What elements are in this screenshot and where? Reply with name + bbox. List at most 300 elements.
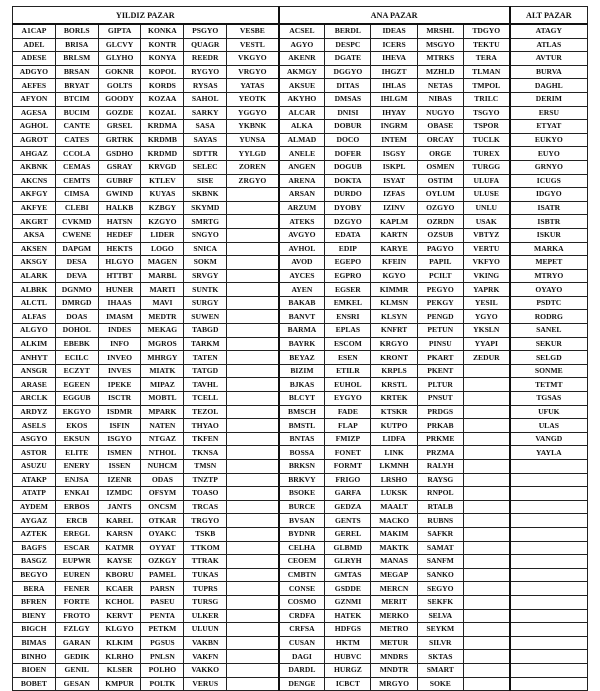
ticker-cell: ULUUN xyxy=(184,623,227,637)
ticker-cell xyxy=(463,541,509,555)
table-row xyxy=(13,405,588,419)
ticker-cell: SEGYO xyxy=(417,582,463,596)
ticker-cell: GLRYH xyxy=(325,555,371,569)
ticker-cell: EREGL xyxy=(55,527,98,541)
ticker-cell: THYAO xyxy=(184,419,227,433)
ticker-cell: DOKTA xyxy=(325,174,371,188)
ticker-cell: KLSER xyxy=(98,663,141,677)
ticker-cell xyxy=(463,364,509,378)
ticker-cell: TATEN xyxy=(184,351,227,365)
group-header-row xyxy=(13,7,588,25)
ticker-cell: EGGUB xyxy=(55,392,98,406)
ticker-cell: ARZUM xyxy=(279,201,325,215)
table-row xyxy=(13,514,588,528)
ticker-cell: BOSSA xyxy=(279,446,325,460)
ticker-cell: AKYHO xyxy=(279,92,325,106)
ticker-cell: DNISI xyxy=(325,106,371,120)
ticker-cell: RNPOL xyxy=(417,487,463,501)
ticker-cell: ISGSY xyxy=(371,147,417,161)
ticker-cell: EUKYO xyxy=(510,133,588,147)
ticker-cell: NATEN xyxy=(141,419,184,433)
ticker-cell: MEKAG xyxy=(141,324,184,338)
ticker-cell: CCOLA xyxy=(55,147,98,161)
ticker-cell: GOKNR xyxy=(98,65,141,79)
ticker-cell: GUBRF xyxy=(98,174,141,188)
ticker-cell: EKGYO xyxy=(55,405,98,419)
ticker-cell: KZGYO xyxy=(141,215,184,229)
ticker-cell: VESTL xyxy=(227,38,279,52)
ticker-cell: SAYAS xyxy=(184,133,227,147)
ticker-cell xyxy=(463,460,509,474)
ticker-cell: PSGYO xyxy=(184,24,227,38)
ticker-cell: GLCVY xyxy=(98,38,141,52)
ticker-cell: PRZMA xyxy=(417,446,463,460)
ticker-cell: ENJSA xyxy=(55,473,98,487)
ticker-cell: RYSAS xyxy=(184,79,227,93)
ticker-cell: PGSUS xyxy=(141,636,184,650)
ticker-cell xyxy=(227,582,279,596)
ticker-cell: SUWEN xyxy=(184,310,227,324)
ticker-cell: DOAS xyxy=(55,310,98,324)
ticker-cell: KONTR xyxy=(141,38,184,52)
ticker-cell: CEMAS xyxy=(55,160,98,174)
ticker-cell: AKFYE xyxy=(13,201,56,215)
ticker-cell: IHGZT xyxy=(371,65,417,79)
ticker-cell: CLEBI xyxy=(55,201,98,215)
ticker-cell: KORDS xyxy=(141,79,184,93)
ticker-cell: AKGRT xyxy=(13,215,56,229)
table-row xyxy=(13,228,588,242)
ticker-cell xyxy=(463,514,509,528)
ticker-cell: KLMSN xyxy=(371,296,417,310)
ticker-cell xyxy=(227,555,279,569)
ticker-cell: UFUK xyxy=(510,405,588,419)
ticker-cell: COSMO xyxy=(279,595,325,609)
ticker-cell: ATAGY xyxy=(510,24,588,38)
ticker-cell: TOASO xyxy=(184,487,227,501)
ticker-cell: TNZTP xyxy=(184,473,227,487)
ticker-cell: KATMR xyxy=(98,541,141,555)
ticker-cell: SMART xyxy=(417,663,463,677)
group-header-yildiz-pazar: YILDIZ PAZAR xyxy=(13,7,279,25)
ticker-cell: BRISA xyxy=(55,38,98,52)
group-header-ana-pazar: ANA PAZAR xyxy=(279,7,510,25)
ticker-cell: BMSCH xyxy=(279,405,325,419)
table-row xyxy=(13,283,588,297)
ticker-cell: IHEVA xyxy=(371,52,417,66)
ticker-cell: BNTAS xyxy=(279,432,325,446)
ticker-cell: INGRM xyxy=(371,120,417,134)
ticker-cell: RUBNS xyxy=(417,514,463,528)
ticker-cell: PETUN xyxy=(417,324,463,338)
ticker-cell xyxy=(227,337,279,351)
ticker-cell: IZFAS xyxy=(371,188,417,202)
ticker-cell xyxy=(227,650,279,664)
table-row xyxy=(13,677,588,691)
ticker-cell: PASEU xyxy=(141,595,184,609)
ticker-cell: PEGYO xyxy=(417,283,463,297)
ticker-cell: ESCAR xyxy=(55,541,98,555)
ticker-cell: ACSEL xyxy=(279,24,325,38)
ticker-cell: BIZIM xyxy=(279,364,325,378)
ticker-cell xyxy=(510,623,588,637)
table-row xyxy=(13,38,588,52)
ticker-cell: GLYHO xyxy=(98,52,141,66)
ticker-cell: GENTS xyxy=(325,514,371,528)
ticker-cell: BIGCH xyxy=(13,623,56,637)
ticker-cell: BARMA xyxy=(279,324,325,338)
table-row xyxy=(13,473,588,487)
ticker-cell: INTEM xyxy=(371,133,417,147)
ticker-cell: SANKO xyxy=(417,568,463,582)
ticker-cell: HUBVC xyxy=(325,650,371,664)
ticker-cell: KMPUR xyxy=(98,677,141,691)
ticker-cell: BEYAZ xyxy=(279,351,325,365)
ticker-cell: GRNYO xyxy=(510,160,588,174)
ticker-cell: AYCES xyxy=(279,269,325,283)
ticker-cell: YKSLN xyxy=(463,324,509,338)
ticker-cell: DMSAS xyxy=(325,92,371,106)
ticker-cell: CONSE xyxy=(279,582,325,596)
ticker-cell: EUREN xyxy=(55,568,98,582)
ticker-cell: AVTUR xyxy=(510,52,588,66)
ticker-cell: CANTE xyxy=(55,120,98,134)
ticker-cell: ORGE xyxy=(417,147,463,161)
ticker-cell: SAFKR xyxy=(417,527,463,541)
ticker-cell: HUNER xyxy=(98,283,141,297)
ticker-cell: KUTPO xyxy=(371,419,417,433)
ticker-cell: TAVHL xyxy=(184,378,227,392)
ticker-cell: SEYKM xyxy=(417,623,463,637)
ticker-cell: A1CAP xyxy=(13,24,56,38)
ticker-cell: CVKMD xyxy=(55,215,98,229)
ticker-cell: GZNMI xyxy=(325,595,371,609)
ticker-cell: IZMDC xyxy=(98,487,141,501)
ticker-cell: ARASE xyxy=(13,378,56,392)
ticker-cell xyxy=(227,256,279,270)
ticker-cell: SRVGY xyxy=(184,269,227,283)
ticker-cell xyxy=(463,500,509,514)
ticker-cell xyxy=(227,460,279,474)
ticker-cell: CELHA xyxy=(279,541,325,555)
ticker-cell: SOKM xyxy=(184,256,227,270)
ticker-cell: MARTI xyxy=(141,283,184,297)
ticker-cell xyxy=(463,609,509,623)
ticker-cell: ULKER xyxy=(184,609,227,623)
ticker-cell: PAGYO xyxy=(417,242,463,256)
ticker-cell: IHAAS xyxy=(98,296,141,310)
ticker-cell: PINSU xyxy=(417,337,463,351)
ticker-cell: PKENT xyxy=(417,364,463,378)
table-row xyxy=(13,133,588,147)
ticker-cell: TRCAS xyxy=(184,500,227,514)
ticker-cell: ISKUR xyxy=(510,228,588,242)
ticker-cell: ATLAS xyxy=(510,38,588,52)
ticker-cell: LIDER xyxy=(141,228,184,242)
ticker-cell: KCHOL xyxy=(98,595,141,609)
ticker-cell: SAHOL xyxy=(184,92,227,106)
ticker-cell: OSMEN xyxy=(417,160,463,174)
ticker-cell: EGEEN xyxy=(55,378,98,392)
ticker-cell: ECILC xyxy=(55,351,98,365)
ticker-cell: PAMEL xyxy=(141,568,184,582)
ticker-cell: DGGYO xyxy=(325,65,371,79)
table-row xyxy=(13,609,588,623)
ticker-cell: CMBTN xyxy=(279,568,325,582)
ticker-cell: AKMGY xyxy=(279,65,325,79)
ticker-cell xyxy=(510,568,588,582)
ticker-cell: GSDDE xyxy=(325,582,371,596)
table-row xyxy=(13,663,588,677)
ticker-cell: ALFAS xyxy=(13,310,56,324)
ticker-cell: KBORU xyxy=(98,568,141,582)
ticker-cell: YATAS xyxy=(227,79,279,93)
ticker-cell: ARCLK xyxy=(13,392,56,406)
ticker-cell xyxy=(227,473,279,487)
ticker-cell: MOBTL xyxy=(141,392,184,406)
ticker-cell: ECZYT xyxy=(55,364,98,378)
ticker-cell: SELGD xyxy=(510,351,588,365)
ticker-cell: KARTN xyxy=(371,228,417,242)
ticker-cell: ISSEN xyxy=(98,460,141,474)
ticker-cell: QUAGR xyxy=(184,38,227,52)
ticker-cell xyxy=(227,364,279,378)
ticker-cell xyxy=(463,677,509,691)
table-row xyxy=(13,337,588,351)
ticker-cell: KRGYO xyxy=(371,337,417,351)
ticker-cell xyxy=(227,609,279,623)
ticker-cell: SANEL xyxy=(510,324,588,338)
ticker-cell: CRDFA xyxy=(279,609,325,623)
ticker-cell: PCILT xyxy=(417,269,463,283)
ticker-cell: DEVA xyxy=(55,269,98,283)
ticker-cell: PRKAB xyxy=(417,419,463,433)
ticker-cell: AKSUE xyxy=(279,79,325,93)
ticker-cell: ICBCT xyxy=(325,677,371,691)
ticker-cell: ALARK xyxy=(13,269,56,283)
ticker-cell: MIATK xyxy=(141,364,184,378)
ticker-cell: NUGYO xyxy=(417,106,463,120)
ticker-cell: IDEAS xyxy=(371,24,417,38)
ticker-cell: PRKME xyxy=(417,432,463,446)
ticker-cell: USAK xyxy=(463,215,509,229)
ticker-cell: GOZDE xyxy=(98,106,141,120)
ticker-cell: YKBNK xyxy=(227,120,279,134)
ticker-cell: OZSUB xyxy=(417,228,463,242)
ticker-cell: LIDFA xyxy=(371,432,417,446)
ticker-cell: TDGYO xyxy=(463,24,509,38)
ticker-cell: IZINV xyxy=(371,201,417,215)
ticker-cell: VESBE xyxy=(227,24,279,38)
ticker-cell: REEDR xyxy=(184,52,227,66)
ticker-cell: MAKIM xyxy=(371,527,417,541)
ticker-cell: ASELS xyxy=(13,419,56,433)
ticker-cell: EBEBK xyxy=(55,337,98,351)
ticker-cell: ETYAT xyxy=(510,120,588,134)
ticker-cell xyxy=(463,595,509,609)
ticker-cell: AGESA xyxy=(13,106,56,120)
ticker-cell xyxy=(463,582,509,596)
ticker-cell: GENIL xyxy=(55,663,98,677)
ticker-cell: KLRHO xyxy=(98,650,141,664)
ticker-cell: BERA xyxy=(13,582,56,596)
ticker-cell xyxy=(463,650,509,664)
ticker-cell: SKYMD xyxy=(184,201,227,215)
ticker-cell: DYOBY xyxy=(325,201,371,215)
ticker-cell: KRDMB xyxy=(141,133,184,147)
table-row xyxy=(13,636,588,650)
ticker-cell: YGYO xyxy=(463,310,509,324)
ticker-cell: GWIND xyxy=(98,188,141,202)
ticker-cell: HALKB xyxy=(98,201,141,215)
ticker-cell xyxy=(227,392,279,406)
ticker-cell xyxy=(227,677,279,691)
ticker-cell: LINK xyxy=(371,446,417,460)
ticker-cell: ONCSM xyxy=(141,500,184,514)
ticker-cell: MRSHL xyxy=(417,24,463,38)
ticker-cell: PKART xyxy=(417,351,463,365)
table-row xyxy=(13,92,588,106)
ticker-cell: RALYH xyxy=(417,460,463,474)
ticker-cell: ULUFA xyxy=(463,174,509,188)
ticker-cell: VERUS xyxy=(184,677,227,691)
ticker-cell: BASGZ xyxy=(13,555,56,569)
ticker-cell: KARSN xyxy=(98,527,141,541)
ticker-cell: NUHCM xyxy=(141,460,184,474)
ticker-cell: MAVI xyxy=(141,296,184,310)
ticker-cell: EMKEL xyxy=(325,296,371,310)
table-row xyxy=(13,120,588,134)
ticker-cell: TEKTU xyxy=(463,38,509,52)
ticker-cell xyxy=(510,460,588,474)
ticker-cell: CEOEM xyxy=(279,555,325,569)
table-row xyxy=(13,527,588,541)
table-row xyxy=(13,378,588,392)
ticker-cell: TURSG xyxy=(184,595,227,609)
table-row xyxy=(13,364,588,378)
ticker-cell: MARBL xyxy=(141,269,184,283)
ticker-cell: AKENR xyxy=(279,52,325,66)
ticker-cell xyxy=(227,419,279,433)
ticker-cell: MERKO xyxy=(371,609,417,623)
ticker-cell: DAPGM xyxy=(55,242,98,256)
ticker-cell: KONYA xyxy=(141,52,184,66)
ticker-cell: JANTS xyxy=(98,500,141,514)
ticker-cell: AFYON xyxy=(13,92,56,106)
ticker-cell: AYDEM xyxy=(13,500,56,514)
ticker-cell: EUPWR xyxy=(55,555,98,569)
table-row xyxy=(13,500,588,514)
ticker-cell: DITAS xyxy=(325,79,371,93)
ticker-cell xyxy=(463,555,509,569)
ticker-cell xyxy=(510,636,588,650)
ticker-cell: TEZOL xyxy=(184,405,227,419)
ticker-cell xyxy=(463,392,509,406)
ticker-cell: SOKE xyxy=(417,677,463,691)
table-body xyxy=(13,24,588,691)
ticker-cell: OZRDN xyxy=(417,215,463,229)
ticker-cell: VAKFN xyxy=(184,650,227,664)
ticker-cell: GRSEL xyxy=(98,120,141,134)
ticker-cell: LRSHO xyxy=(371,473,417,487)
table-row xyxy=(13,269,588,283)
table-row xyxy=(13,310,588,324)
ticker-cell: GARFA xyxy=(325,487,371,501)
ticker-cell: MZHLD xyxy=(417,65,463,79)
ticker-cell: FMIZP xyxy=(325,432,371,446)
ticker-cell: IZENR xyxy=(98,473,141,487)
table-row xyxy=(13,432,588,446)
ticker-cell: FONET xyxy=(325,446,371,460)
ticker-cell: HKTM xyxy=(325,636,371,650)
ticker-cell: HEKTS xyxy=(98,242,141,256)
ticker-cell: GSRAY xyxy=(98,160,141,174)
ticker-cell: DMRGD xyxy=(55,296,98,310)
ticker-cell: VANGD xyxy=(510,432,588,446)
ticker-cell: SNGYO xyxy=(184,228,227,242)
ticker-cell: DGNMO xyxy=(55,283,98,297)
ticker-cell: PLTUR xyxy=(417,378,463,392)
ticker-cell: IHLGM xyxy=(371,92,417,106)
ticker-cell: MAKTK xyxy=(371,541,417,555)
ticker-cell: ALGYO xyxy=(13,324,56,338)
ticker-cell xyxy=(510,541,588,555)
ticker-cell: KNFRT xyxy=(371,324,417,338)
ticker-cell: KRSTL xyxy=(371,378,417,392)
ticker-cell: BIOEN xyxy=(13,663,56,677)
ticker-cell: DENGE xyxy=(279,677,325,691)
ticker-cell: BRSAN xyxy=(55,65,98,79)
ticker-cell: MERIT xyxy=(371,595,417,609)
ticker-cell: PNSUT xyxy=(417,392,463,406)
ticker-cell: GRTRK xyxy=(98,133,141,147)
ticker-cell: ALCAR xyxy=(279,106,325,120)
ticker-cell xyxy=(227,636,279,650)
ticker-cell: ISFIN xyxy=(98,419,141,433)
ticker-cell: OBASE xyxy=(417,120,463,134)
ticker-cell: DOFER xyxy=(325,147,371,161)
ticker-cell: TTKOM xyxy=(184,541,227,555)
ticker-cell: HURGZ xyxy=(325,663,371,677)
ticker-cell: MTRKS xyxy=(417,52,463,66)
ticker-cell: DESPC xyxy=(325,38,371,52)
table-row xyxy=(13,541,588,555)
ticker-cell: TSGYO xyxy=(463,106,509,120)
ticker-cell: VAKKO xyxy=(184,663,227,677)
ticker-cell: ELITE xyxy=(55,446,98,460)
ticker-cell: VKING xyxy=(463,269,509,283)
ticker-cell: POLTK xyxy=(141,677,184,691)
table-row xyxy=(13,52,588,66)
ticker-cell: ULAS xyxy=(510,419,588,433)
ticker-cell: AYEN xyxy=(279,283,325,297)
ticker-cell: SARKY xyxy=(184,106,227,120)
ticker-cell: YYLGD xyxy=(227,147,279,161)
table-row xyxy=(13,242,588,256)
ticker-cell: ENERY xyxy=(55,460,98,474)
ticker-cell: OYAYO xyxy=(510,283,588,297)
ticker-cell xyxy=(227,324,279,338)
ticker-cell: YAYLA xyxy=(510,446,588,460)
ticker-cell: INVEO xyxy=(98,351,141,365)
ticker-cell: SKBNK xyxy=(184,188,227,202)
ticker-cell xyxy=(227,527,279,541)
ticker-cell: FZLGY xyxy=(55,623,98,637)
table-row xyxy=(13,595,588,609)
ticker-cell: TATGD xyxy=(184,364,227,378)
table-row xyxy=(13,256,588,270)
ticker-cell: FENER xyxy=(55,582,98,596)
